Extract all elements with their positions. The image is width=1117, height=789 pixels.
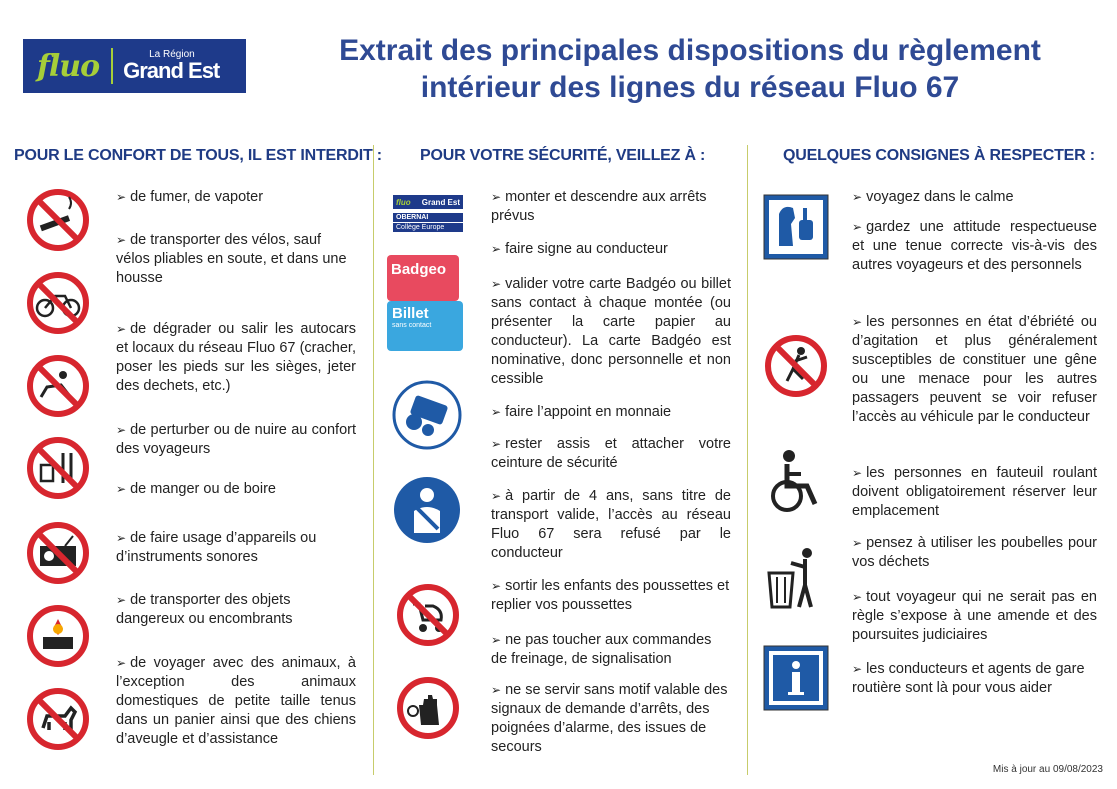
list-item: ➢ faire signe au conducteur bbox=[491, 241, 668, 257]
title-line-2: intérieur des lignes du réseau Fluo 67 bbox=[420, 71, 960, 104]
list-item: ➢ les conducteurs et agents de gare routière sont là pour vous aider bbox=[852, 661, 1085, 696]
column-3-heading: QUELQUES CONSIGNES À RESPECTER : bbox=[783, 147, 1095, 164]
list-item: ➢ sortir les enfants des poussettes et replier vos poussettes bbox=[491, 578, 730, 613]
coins-money-icon bbox=[392, 380, 462, 450]
ticket-obernai-icon: fluo Grand Est OBERNAI Collège Europe bbox=[393, 195, 463, 237]
list-item: ➢ de transporter des vélos, sauf vélos pliables en soute, et dans une housse bbox=[116, 232, 347, 286]
seatbelt-icon bbox=[392, 475, 462, 545]
list-item: ➢ ne pas toucher aux commandes de freinage, de signalisation bbox=[491, 632, 712, 667]
list-item: ➢ monter et descendre aux arrêts prévus bbox=[491, 189, 707, 224]
list-item: ➢ ne se servir sans motif valable des signaux de demande d’arrêts, des poignées d’alarme, des issues de secours bbox=[491, 682, 728, 755]
list-item: ➢ pensez à utiliser les poubelles pour vos déchets bbox=[852, 535, 1097, 570]
no-feet-on-seats-icon bbox=[25, 353, 91, 419]
list-item: ➢ de dégrader ou salir les autocars et locaux du réseau Fluo 67 (cracher, poser les pieds sur les sièges, jeter des dechets, etc.) bbox=[116, 321, 356, 394]
column-1-heading: POUR LE CONFORT DE TOUS, IL EST INTERDIT : bbox=[14, 147, 382, 164]
no-radio-icon bbox=[25, 520, 91, 586]
list-item: ➢ de faire usage d’appareils ou d’instruments sonores bbox=[116, 530, 317, 565]
list-item: ➢ faire l’appoint en monnaie bbox=[491, 404, 672, 420]
column-divider-2 bbox=[747, 145, 748, 775]
page-title bbox=[290, 32, 1090, 106]
list-item: ➢ à partir de 4 ans, sans titre de transport valide, l’accès au réseau Fluo 67 sera refusé par le conducteur bbox=[491, 488, 731, 561]
no-stroller-icon bbox=[395, 582, 461, 648]
quiet-please-icon bbox=[763, 194, 829, 260]
list-item: ➢ tout voyageur qui ne serait pas en règle s’expose à une amende et des poursuites judiciaires bbox=[852, 589, 1097, 643]
no-drunk-person-icon bbox=[763, 333, 829, 399]
logo-brand: fluo bbox=[37, 48, 100, 84]
logo-region-big: Grand Est bbox=[123, 58, 220, 83]
list-item: ➢ les personnes en fauteuil roulant doivent obligatoirement réserver leur emplacement bbox=[852, 465, 1097, 519]
no-animals-icon bbox=[25, 686, 91, 752]
column-2-heading: POUR VOTRE SÉCURITÉ, VEILLEZ À : bbox=[420, 147, 706, 164]
badgeo-billet-cards-icon: Badgeo Billet sans contact bbox=[387, 255, 469, 355]
list-item: ➢ de perturber ou de nuire au confort des voyageurs bbox=[116, 422, 356, 457]
no-touch-hand-icon bbox=[395, 675, 461, 741]
list-item: ➢ valider votre carte Badgéo ou billet sans contact à chaque montée (ou présenter la carte papier au conducteur). La carte Badgéo est nominative, donc personnelle et non cessible bbox=[491, 276, 731, 387]
title-line-1: Extrait des principales dispositions du règlement bbox=[339, 34, 1041, 67]
trash-bin-icon bbox=[765, 545, 827, 611]
list-item: ➢ les personnes en état d’ébriété ou d’agitation et plus généralement susceptibles de constituer une gêne ou une menace pour les autres passagers peuvent se voir refuser l’accès au véhicule par le conducteur bbox=[852, 314, 1097, 425]
update-date: Mis à jour au 09/08/2023 bbox=[992, 764, 1103, 775]
list-item: ➢ de fumer, de vapoter bbox=[116, 189, 264, 205]
list-item: ➢ de manger ou de boire bbox=[116, 481, 276, 497]
logo-separator bbox=[111, 48, 113, 84]
no-smoking-icon bbox=[25, 187, 91, 253]
fluo-grand-est-logo bbox=[23, 39, 246, 93]
list-item: ➢ voyagez dans le calme bbox=[852, 189, 1014, 205]
logo-region-small: La Région bbox=[149, 49, 195, 60]
no-dangerous-objects-icon bbox=[25, 603, 91, 669]
column-divider-1 bbox=[373, 145, 374, 775]
wheelchair-icon bbox=[765, 448, 827, 518]
information-icon bbox=[763, 645, 829, 711]
list-item: ➢ gardez une attitude respectueuse et une tenue correcte vis-à-vis des autres voyageurs et des personnels bbox=[852, 219, 1097, 273]
list-item: ➢ de transporter des objets dangereux ou encombrants bbox=[116, 592, 293, 627]
no-bicycle-icon bbox=[25, 270, 91, 336]
list-item: ➢ rester assis et attacher votre ceinture de sécurité bbox=[491, 436, 731, 471]
no-eating-drinking-icon bbox=[25, 435, 91, 501]
list-item: ➢ de voyager avec des animaux, à l’exception des animaux domestiques de petite taille tenus dans un panier ainsi que des chiens d’aveugle et d’assistance bbox=[116, 655, 356, 747]
